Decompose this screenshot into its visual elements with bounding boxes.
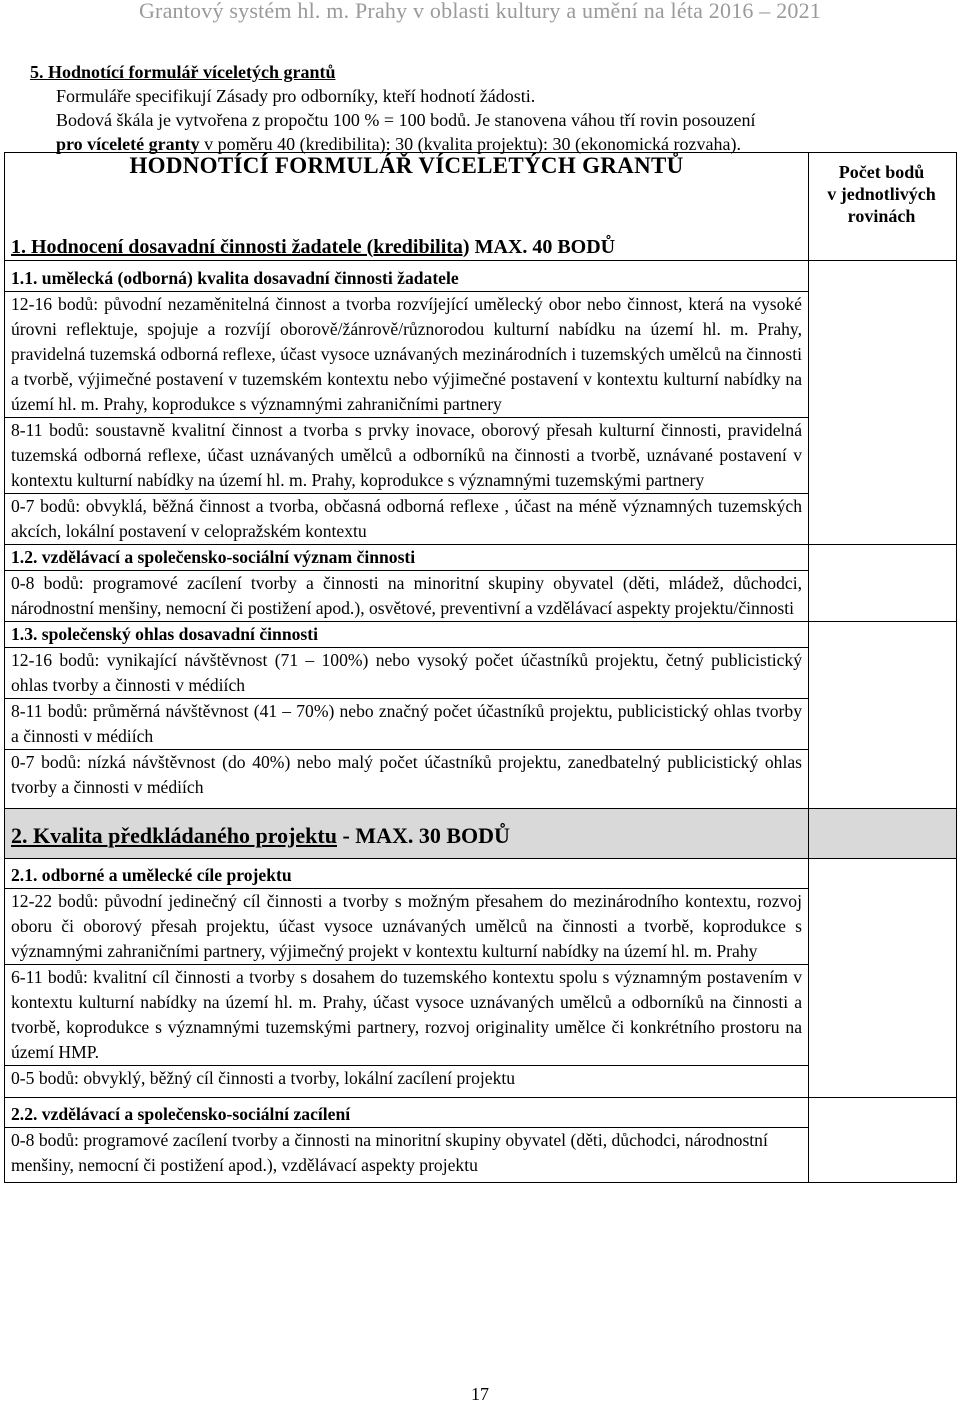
criterion-1-3-a: 12-16 bodů: vynikající návštěvnost (71 – 100%) nebo vysoký počet účastníků projektu, četný publicistický ohlas tvorby a činnosti v médiích bbox=[5, 647, 809, 698]
criterion-2-1-b: 6-11 bodů: kvalitní cíl činnosti a tvorby s dosahem do tuzemského kontextu spolu s významným postavením v kontextu kulturní nabídky na území hl. m. Prahy, účast vysoce uznávaných umělců a odborníků na činnosti a tvorbě, koprodukce s významnými tuzemskými partnery, rozvoj originality umělce či konkrétního prostoru na území HMP. bbox=[5, 964, 809, 1065]
subsection-1-1-title: 1.1. umělecká (odborná) kvalita dosavadní činnosti žadatele bbox=[5, 260, 809, 291]
criterion-1-3-b: 8-11 bodů: průměrná návštěvnost (41 – 70%) nebo značný počet účastníků projektu, publicistický ohlas tvorby a činnosti v médiích bbox=[5, 698, 809, 749]
section-2-score-header bbox=[809, 808, 957, 858]
criterion-2-1-a: 12-22 bodů: původní jedinečný cíl činnosti a tvorby s možným přesahem do mezinárodního kontextu, rozvoj oboru či oborový přesah projektu, účast vysoce uznávaných umělců na činnosti a tvorbě, koprodukce s významnými zahraničními partnery, výjimečný projekt v kontextu kulturní nabídky na území hl. m. Prahy bbox=[5, 888, 809, 964]
evaluation-form-table bbox=[4, 152, 957, 1183]
criterion-1-2-a: 0-8 bodů: programové zacílení tvorby a činnosti na minoritní skupiny obyvatel (děti, mládež, důchodci, národnostní menšiny, nemocní či postižení apod.), osvětové, preventivní a vzdělávací aspekty projektu/činnosti bbox=[5, 570, 809, 621]
score-cell-2-2[interactable] bbox=[809, 1097, 957, 1182]
criterion-1-3-c: 0-7 bodů: nízká návštěvnost (do 40%) nebo malý počet účastníků projektu, zanedbatelný publicistický ohlas tvorby a činnosti v médiích bbox=[5, 749, 809, 808]
section-1-heading bbox=[5, 235, 809, 261]
section-2-heading bbox=[5, 808, 809, 858]
subsection-2-2-title: 2.2. vzdělávací a společensko-sociální zacílení bbox=[5, 1097, 809, 1127]
intro-line-2: Bodová škála je vytvořena z propočtu 100 % = 100 bodů. Je stanovena váhou tří rovin posouzení bbox=[56, 110, 756, 130]
section-1-max: MAX. 40 BODŮ bbox=[469, 235, 616, 258]
criterion-1-1-a: 12-16 bodů: původní nezaměnitelná činnost a tvorba rozvíjející umělecký obor nebo činnost, která na vysoké úrovni reflektuje, spojuje a rozvíjí oborově/žánrově/různorodou kulturní nabídku na území hl. m. Prahy, pravidelná tuzemská odborná reflexe, účast vysoce uznávaných mezinárodních i tuzemských umělců na činnosti a tvorbě, výjimečné postavení v tuzemském kontextu nebo výjimečné postavení v kontextu kulturní nabídky na území hl. m. Prahy, koprodukce s významnými zahraničními partnery bbox=[5, 291, 809, 417]
section-1-title: 1. Hodnocení dosavadní činnosti žadatele (kredibilita) bbox=[11, 235, 470, 258]
intro-line-3-rest: v poměru 40 (kredibilita): 30 (kvalita projektu): 30 (ekonomická rozvaha). bbox=[199, 134, 741, 154]
intro-block bbox=[30, 60, 950, 156]
criterion-2-2-a: 0-8 bodů: programové zacílení tvorby a činnosti na minoritní skupiny obyvatel (děti, důchodci, národnostní menšiny, nemocní či postižení apod.), vzdělávací aspekty projektu bbox=[5, 1127, 809, 1182]
points-header-line-3: rovinách bbox=[847, 206, 916, 226]
section-2-title: 2. Kvalita předkládaného projektu bbox=[11, 822, 337, 848]
page-header-title: Grantový systém hl. m. Prahy v oblasti kultury a umění na léta 2016 – 2021 bbox=[138, 0, 822, 23]
score-cell-1-2[interactable] bbox=[809, 544, 957, 621]
criterion-2-1-c: 0-5 bodů: obvyklý, běžný cíl činnosti a tvorby, lokální zacílení projektu bbox=[5, 1065, 809, 1097]
section-2-max: - MAX. 30 BODŮ bbox=[336, 822, 510, 848]
criterion-1-1-c: 0-7 bodů: obvyklá, běžná činnost a tvorba, občasná odborná reflexe , účast na méně významných tuzemských akcích, lokální postavení v celopražském kontextu bbox=[5, 493, 809, 544]
score-cell-2-1[interactable] bbox=[809, 858, 957, 1097]
subsection-2-1-title: 2.1. odborné a umělecké cíle projektu bbox=[5, 858, 809, 888]
subsection-1-2-title: 1.2. vzdělávací a společensko-sociální význam činnosti bbox=[5, 544, 809, 570]
page-number: 17 bbox=[471, 1384, 489, 1404]
points-header-line-2: v jednotlivých bbox=[827, 184, 936, 204]
criterion-1-1-b: 8-11 bodů: soustavně kvalitní činnost a tvorba s prvky inovace, oborový přesah kulturní činnosti, pravidelná tuzemská odborná reflexe, účast uznávaných umělců a odborníků na činnosti a tvorbě, uznávané postavení v kontextu kulturní nabídky na území hl. m. Prahy, koprodukce s významnými tuzemskými partnery bbox=[5, 417, 809, 493]
score-cell-1-3[interactable] bbox=[809, 621, 957, 808]
points-header-line-1: Počet bodů bbox=[838, 162, 925, 182]
subsection-1-3-title: 1.3. společenský ohlas dosavadní činnosti bbox=[5, 621, 809, 647]
form-title: HODNOTÍCÍ FORMULÁŘ VÍCELETÝCH GRANTŮ bbox=[5, 153, 809, 235]
intro-line-1: Formuláře specifikují Zásady pro odborníky, kteří hodnotí žádosti. bbox=[56, 86, 536, 106]
score-cell-1-1[interactable] bbox=[809, 260, 957, 544]
points-header bbox=[809, 153, 957, 261]
intro-line-3-bold: pro víceleté granty bbox=[56, 134, 200, 154]
intro-heading: 5. Hodnotící formulář víceletých grantů bbox=[30, 62, 336, 82]
